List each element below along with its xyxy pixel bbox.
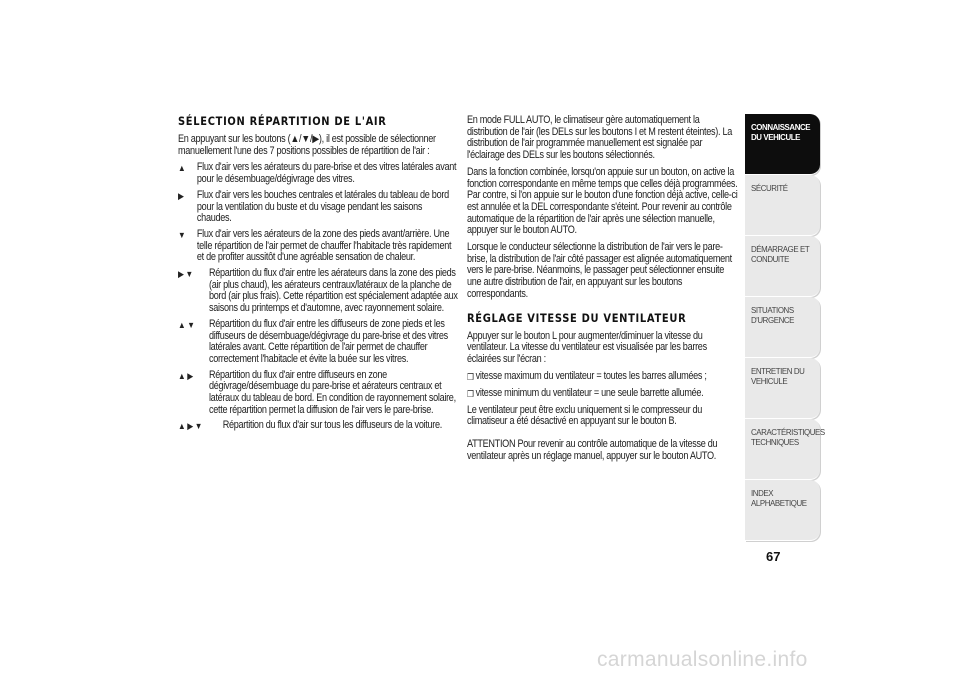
- list-item-text: Flux d'air vers les aérateurs de la zone des pieds avant/arrière. Une telle répartition de l'air permet de chauffer l'habitacle très rapidement et de profiter aussitôt d'une agréable sensation de chaleur.: [196, 227, 452, 264]
- sidebar-tab-label: ALPHABETIQUE: [751, 497, 807, 508]
- section-heading-fan-speed: RÉGLAGE VITESSE DU VENTILATEUR: [467, 310, 687, 325]
- list-item-text: vitesse minimum du ventilateur = une seule barrette allumée.: [475, 386, 704, 399]
- checkbox-bullet-icon: ❒: [467, 371, 474, 382]
- chapter-sidebar: [745, 114, 825, 541]
- paragraph-full-auto: En mode FULL AUTO, le climatiseur gère automatiquement la distribution de l'air (les DELs sur les boutons I et M restent éteintes). La distribution de l'air programmée manuellement est signalée par l'éclairage des DELs sur les boutons sélectionnés.: [467, 114, 732, 162]
- sidebar-tab-label: INDEX: [751, 488, 774, 498]
- sidebar-tab-label: ENTRETIEN DU: [751, 366, 805, 376]
- airflow-symbol-icon: ▶: [178, 190, 184, 201]
- sidebar-tab-caracteristiques-techniques[interactable]: [745, 419, 825, 480]
- list-item-text: Répartition du flux d'air entre les aérateurs dans la zone des pieds (air plus chaud), les aérateurs centraux/latéraux de la planche de bord (air plus frais). Cette répartition est spécialement adaptée aux saisons du printemps et d'automne, avec rayonnement solaire.: [208, 267, 458, 315]
- airflow-symbol-icon: ▲ ▼: [178, 319, 195, 330]
- sidebar-tab-label: CONNAISSANCE: [751, 122, 811, 132]
- page-number: 67: [766, 549, 781, 564]
- sidebar-tab-demarrage-conduite[interactable]: [745, 236, 820, 297]
- list-item-text: Répartition du flux d'air sur tous les diffuseurs de la voiture.: [222, 419, 443, 432]
- list-item-text: Flux d'air vers les bouches centrales et latérales du tableau de bord pour la ventilation du buste et du visage pendant les saisons chaudes.: [196, 188, 449, 225]
- list-item: [178, 190, 458, 225]
- paragraph-fan-button: Appuyer sur le bouton L pour augmenter/diminuer la vitesse du ventilateur. La vitesse du ventilateur est visualisée par les barres éclairées sur l'écran :: [467, 329, 707, 365]
- section-heading-air-distribution: SÉLECTION RÉPARTITION DE L'AIR: [178, 114, 387, 128]
- airflow-symbol-icon: ▶ ▼: [178, 269, 193, 280]
- checkbox-bullet-icon: ❒: [467, 388, 474, 399]
- sidebar-tab-label: TECHNIQUES: [751, 436, 799, 447]
- left-column: [178, 115, 458, 436]
- list-item: [467, 388, 740, 400]
- sidebar-tab-situations-urgence[interactable]: [745, 297, 820, 358]
- sidebar-tab-index-alphabetique[interactable]: [745, 480, 820, 541]
- sidebar-tab-label: DU VEHICULE: [751, 131, 801, 142]
- list-item-text: vitesse maximum du ventilateur = toutes les barres allumées ;: [475, 369, 707, 382]
- airflow-symbol-icon: ▲: [178, 163, 186, 174]
- paragraph-driver-selection: Lorsque le conducteur sélectionne la distribution de l'air vers le pare-brise, la distribution de l'air côté passager est alignée automatiquement vers le pare-brise. Néanmoins, le passager peut sélectionner ensuite une autre distribution de l'air, en appuyant sur les boutons correspondants.: [467, 241, 732, 300]
- list-item: [178, 268, 458, 315]
- list-item: [178, 370, 458, 417]
- list-item: [178, 420, 458, 432]
- sidebar-tab-label: D'URGENCE: [751, 314, 795, 325]
- list-item: [178, 162, 458, 185]
- watermark: carmanualsonline.info: [597, 648, 808, 671]
- list-item-text: Répartition du flux d'air entre diffuseurs en zone dégivrage/désembuage du pare-brise et aérateurs centraux et latéraux du tableau de bord. En condition de rayonnement solaire, cette répartition permet la diffusion de l'air vers le pare-brise.: [208, 368, 456, 416]
- sidebar-tab-label: SÉCURITÉ: [751, 183, 788, 193]
- paragraph-attention: ATTENTION Pour revenir au contrôle automatique de la vitesse du ventilateur après un réglage manuel, appuyer sur le bouton AUTO.: [467, 438, 718, 462]
- sidebar-tab-label: CONDUITE: [751, 253, 789, 264]
- sidebar-tab-connaissance-vehicule[interactable]: [745, 114, 820, 175]
- paragraph-compressor: Le ventilateur peut être exclu uniquement si le compresseur du climatiseur a été désactivé en appuyant sur le bouton B.: [467, 403, 703, 428]
- sidebar-tab-label: CARACTÉRISTIQUES: [751, 427, 825, 437]
- sidebar-tab-label: SITUATIONS: [751, 305, 794, 315]
- sidebar-tab-securite[interactable]: [745, 175, 820, 236]
- sidebar-tab-label: DÉMARRAGE ET: [751, 244, 810, 254]
- airflow-symbol-icon: ▲ ▶: [178, 370, 193, 381]
- sidebar-tab-label: VEHICULE: [751, 375, 788, 386]
- airflow-symbol-icon: ▼: [178, 229, 186, 240]
- paragraph-combined-function: Dans la fonction combinée, lorsqu'on appuie sur un bouton, on active la fonction correspondante en même temps que celles déjà programmées. Par contre, si l'on appuie sur le bouton d'une fonction déjà active, celle-ci est annulée et la DEL correspondante s'éteint. Pour revenir au contrôle automatique de la répartition de l'air après une sélection manuelle, appuyer sur le bouton AUTO.: [467, 165, 738, 237]
- intro-paragraph: En appuyant sur les boutons (▲/▼/▶), il est possible de sélectionner manuellement l'une des 7 positions possibles de répartition de l'air :: [178, 133, 436, 157]
- sidebar-tab-entretien-vehicule[interactable]: [745, 358, 820, 419]
- list-item-text: Flux d'air vers les aérateurs du pare-brise et des vitres latérales avant pour le désembuage/dégivrage des vitres.: [196, 161, 457, 186]
- list-item: [178, 229, 458, 264]
- list-item: [467, 371, 740, 383]
- right-column: [467, 115, 740, 467]
- list-item: [178, 319, 458, 366]
- airflow-symbol-icon: ▲ ▶ ▼: [178, 421, 203, 432]
- list-item-text: Répartition du flux d'air entre les diffuseurs de zone pieds et les diffuseurs de désembuage/dégivrage du pare-brise et des vitres latérales avant. Cette répartition de l'air permet de chauffer correctement l'habitacle et évite la buée sur les vitres.: [208, 317, 448, 365]
